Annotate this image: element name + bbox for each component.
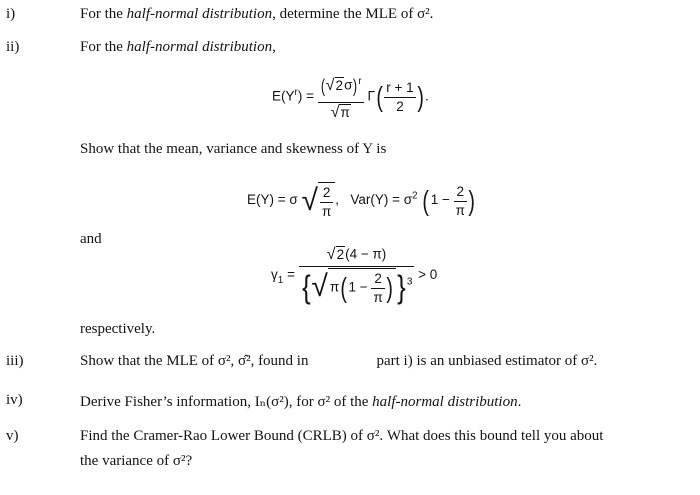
and-text: and <box>80 231 102 247</box>
item-number: i) <box>6 6 16 22</box>
item-number: ii) <box>6 39 20 55</box>
show-text: Show that the mean, variance and skewness of Y is <box>80 141 387 157</box>
item-number: v) <box>6 428 19 444</box>
question-text: For the half-normal distribution, determine the MLE of σ². <box>80 6 434 22</box>
fraction: √2(4 − π) {√ π(1 − $\frac{2}{\pi}$ ) }$^3$ <box>299 246 415 305</box>
respectively-text: respectively. <box>80 321 156 337</box>
fraction: $\frac{(√2\sigma)^r}{√\pi}$ <box>318 72 364 122</box>
question-text: Show that the MLE of σ², σ̂², found in part i) is an unbiased estimator of σ². <box>80 353 598 369</box>
question-text: Find the Cramer-Rao Lower Bound (CRLB) of σ². What does this bound tell you about <box>80 428 604 444</box>
item-number: iv) <box>6 392 23 408</box>
question-text: For the half-normal distribution, <box>80 39 276 55</box>
item-number: iii) <box>6 353 24 369</box>
equation-moment: $E(Y^r)$ = $\frac{(√2\sigma)^r}{√\pi}$ Γ( $\frac{r + 1}{2}$ ). <box>272 72 429 122</box>
question-text: Derive Fisher’s information, Iₙ(σ²), for σ² of the half-normal distribution. <box>80 394 522 410</box>
equation-mean-variance: E(Y) = σ √ $\frac{2}{\pi}$ , $Var(Y) = \sigma^2$ (1 − $\frac{2}{\pi}$ ) <box>247 183 475 219</box>
equation-skewness: $\gamma_1$ = √2(4 − π) {√ π(1 − $\frac{2}{\pi}$ ) }$^3$ > 0 <box>271 246 438 305</box>
question-v-line2: the variance of σ²? <box>80 453 193 469</box>
